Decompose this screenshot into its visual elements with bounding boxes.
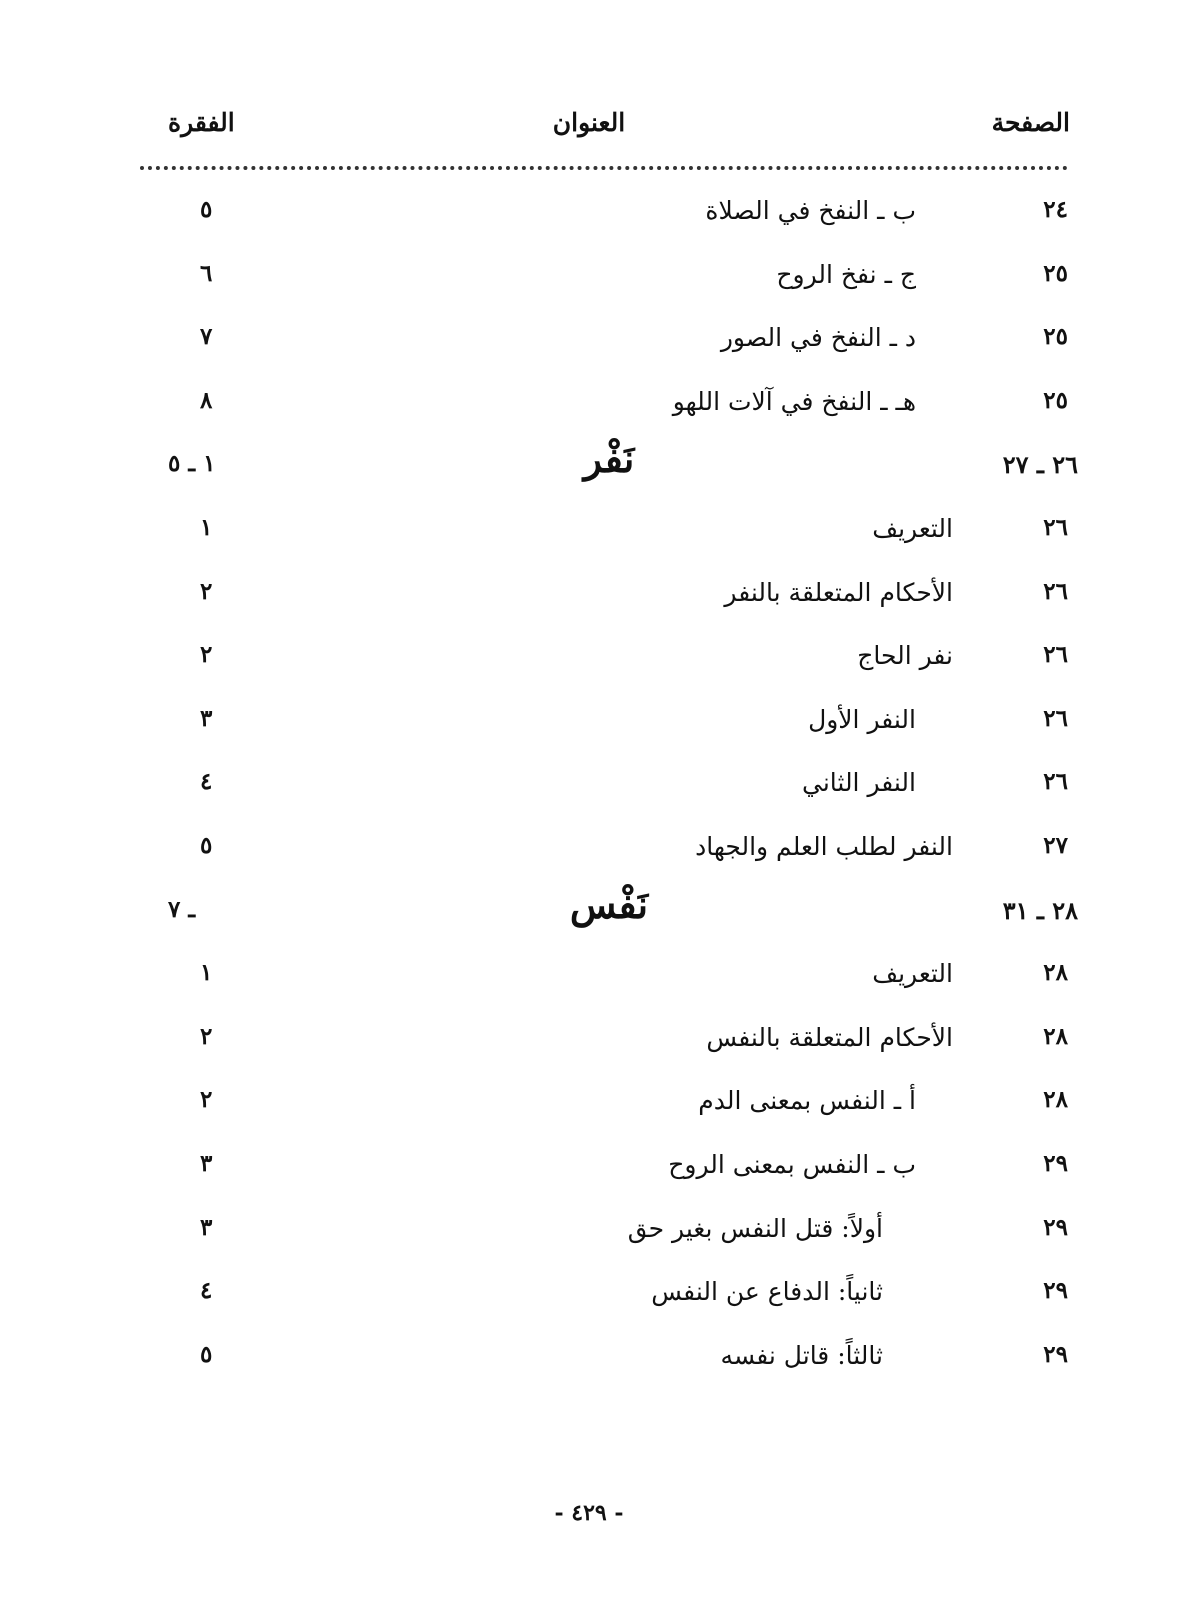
- index-row: [0, 1011, 1178, 1075]
- index-row: [0, 311, 1178, 375]
- row-para: ٢: [200, 1086, 213, 1114]
- row-title: التعريف: [872, 513, 953, 543]
- row-title: النفر الثاني: [801, 768, 916, 798]
- index-row: [0, 1265, 1178, 1329]
- entry-para-range: ١ ـ ٥: [168, 450, 216, 478]
- row-para: ١: [200, 513, 213, 541]
- row-title: د ـ النفخ في الصور: [720, 323, 916, 353]
- row-title: هـ ـ النفخ في آلات اللهو: [672, 386, 916, 416]
- header-para-label: الفقرة: [168, 108, 235, 137]
- entry-heading-text: نَفْر: [583, 436, 635, 482]
- index-row: [0, 1329, 1178, 1393]
- row-page: ٢٩: [1043, 1149, 1068, 1177]
- row-page: ٢٦: [1043, 704, 1068, 732]
- row-page: ٢٨: [1043, 1086, 1068, 1114]
- row-page: ٢٦: [1043, 577, 1068, 605]
- row-title: النفر لطلب العلم والجهاد: [695, 831, 953, 861]
- row-page: ٢٤: [1043, 196, 1068, 223]
- index-row: [0, 820, 1178, 884]
- row-para: ٢: [200, 641, 213, 669]
- header-page-label: الصفحة: [991, 108, 1070, 137]
- index-row: [0, 1202, 1178, 1266]
- index-row: [0, 375, 1178, 439]
- row-page: ٢٩: [1043, 1213, 1068, 1241]
- row-para: ٥: [200, 196, 213, 223]
- row-title: نفر الحاج: [857, 641, 953, 671]
- index-row: [0, 693, 1178, 757]
- row-para: ٢: [200, 577, 213, 605]
- header-dotted-rule: [140, 166, 1068, 170]
- entry-page-range: ٢٦ ـ ٢٧: [1002, 450, 1078, 480]
- row-title: ب ـ النفخ في الصلاة: [705, 196, 916, 225]
- row-title: أولاً: قتل النفس بغير حق: [627, 1213, 883, 1243]
- row-page: ٢٩: [1043, 1277, 1068, 1305]
- row-page: ٢٦: [1043, 641, 1068, 669]
- row-page: ٢٥: [1043, 323, 1068, 351]
- row-page: ٢٨: [1043, 1022, 1068, 1050]
- row-para: ٨: [200, 386, 213, 414]
- row-para: ٥: [200, 1340, 213, 1368]
- index-row: [0, 502, 1178, 566]
- row-page: ٢٧: [1043, 831, 1068, 859]
- index-row: [0, 629, 1178, 693]
- row-para: ٦: [200, 259, 213, 287]
- entry-heading-row: [0, 881, 1178, 948]
- header-title-text: العنوان: [552, 108, 626, 137]
- row-para: ٣: [200, 704, 213, 732]
- row-page: ٢٨: [1043, 959, 1068, 987]
- row-title: الأحكام المتعلقة بالنفر: [724, 577, 953, 607]
- row-title: التعريف: [872, 959, 953, 989]
- row-title: ب ـ النفس بمعنى الروح: [668, 1149, 916, 1179]
- page-number: - ٤٢٩ -: [554, 1500, 624, 1526]
- row-title: النفر الأول: [808, 704, 916, 734]
- row-title: ثانياً: الدفاع عن النفس: [651, 1277, 883, 1307]
- index-row: [0, 1138, 1178, 1202]
- row-para: ٢: [200, 1022, 213, 1050]
- index-table: [0, 184, 1178, 1392]
- row-page: ٢٥: [1043, 259, 1068, 287]
- row-title: أ ـ النفس بمعنى الدم: [698, 1086, 916, 1116]
- row-para: ٤: [200, 768, 213, 796]
- entry-heading-text: نَفْس: [569, 881, 649, 927]
- row-page: ٢٥: [1043, 386, 1068, 414]
- index-row: [0, 248, 1178, 312]
- row-para: ٤: [200, 1277, 213, 1305]
- index-row: [0, 756, 1178, 820]
- index-row: [0, 1074, 1178, 1138]
- entry-para-range: ـ ٧: [168, 895, 196, 923]
- row-para: ١: [200, 959, 213, 987]
- row-para: ٧: [200, 323, 213, 351]
- index-row: [0, 947, 1178, 1011]
- row-page: ٢٦: [1043, 768, 1068, 796]
- index-row: [0, 566, 1178, 630]
- entry-heading-row: [0, 438, 1178, 502]
- row-title: ج ـ نفخ الروح: [776, 259, 916, 289]
- row-para: ٣: [200, 1213, 213, 1241]
- row-page: ٢٩: [1043, 1340, 1068, 1368]
- entry-page-range: ٢٨ ـ ٣١: [1002, 895, 1078, 925]
- row-para: ٣: [200, 1149, 213, 1177]
- row-page: ٢٦: [1043, 513, 1068, 541]
- row-title: الأحكام المتعلقة بالنفس: [706, 1022, 953, 1052]
- row-title: ثالثاً: قاتل نفسه: [720, 1340, 883, 1370]
- row-para: ٥: [200, 831, 213, 859]
- index-row: [0, 184, 1178, 248]
